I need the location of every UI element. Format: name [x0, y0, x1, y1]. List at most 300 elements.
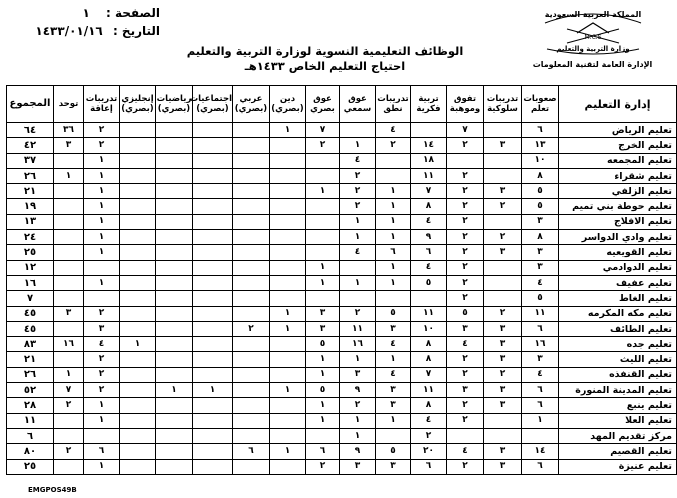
value-cell: ١	[376, 352, 411, 367]
value-cell	[233, 184, 270, 199]
value-cell: ١٦	[54, 337, 84, 352]
value-cell	[270, 184, 306, 199]
value-cell: ١	[270, 444, 306, 459]
total-cell: ٢٤	[7, 230, 54, 245]
value-cell	[306, 214, 340, 229]
value-cell	[120, 153, 156, 168]
value-cell	[193, 459, 233, 474]
total-cell: ١٩	[7, 199, 54, 214]
value-cell	[306, 245, 340, 260]
value-cell	[233, 306, 270, 321]
region-name-cell: تعليم عفيف	[559, 275, 677, 290]
value-cell	[54, 321, 84, 336]
value-cell	[156, 214, 193, 229]
value-cell: ١	[84, 413, 120, 428]
value-cell: ٨	[411, 337, 447, 352]
value-cell: ١	[340, 230, 376, 245]
value-cell	[54, 199, 84, 214]
value-cell	[376, 168, 411, 183]
value-cell	[233, 245, 270, 260]
total-cell: ٦	[7, 428, 54, 443]
value-cell: ١	[376, 199, 411, 214]
table-row	[7, 168, 677, 183]
value-cell: ١	[340, 413, 376, 428]
value-cell	[270, 459, 306, 474]
value-cell	[193, 413, 233, 428]
value-cell: ٢	[447, 214, 484, 229]
value-cell: ٢	[484, 199, 522, 214]
value-cell: ٣	[376, 321, 411, 336]
table-row	[7, 383, 677, 398]
value-cell: ٤	[376, 337, 411, 352]
total-cell: ٢١	[7, 184, 54, 199]
value-cell: ٥	[376, 306, 411, 321]
value-cell	[156, 123, 193, 138]
value-cell	[156, 413, 193, 428]
value-cell: ٨	[522, 230, 559, 245]
value-cell: ١	[193, 383, 233, 398]
value-cell	[120, 214, 156, 229]
value-cell	[120, 383, 156, 398]
value-cell: ٤	[411, 413, 447, 428]
value-cell: ٢	[484, 230, 522, 245]
value-cell: ١٣	[522, 138, 559, 153]
value-cell: ١٤	[411, 138, 447, 153]
value-cell	[270, 214, 306, 229]
column-header: رياضيات (بصري)	[156, 86, 193, 123]
value-cell	[447, 153, 484, 168]
value-cell	[54, 413, 84, 428]
value-cell	[156, 367, 193, 382]
value-cell: ٦	[522, 459, 559, 474]
value-cell: ٣	[484, 184, 522, 199]
value-cell	[120, 413, 156, 428]
value-cell: ٦	[411, 245, 447, 260]
value-cell: ٢	[447, 275, 484, 290]
value-cell	[270, 291, 306, 306]
value-cell: ٢	[447, 367, 484, 382]
value-cell: ٣	[84, 321, 120, 336]
table-row	[7, 321, 677, 336]
needs-table	[6, 85, 677, 475]
value-cell: ٥	[522, 291, 559, 306]
table-row	[7, 459, 677, 474]
value-cell: ٣	[447, 321, 484, 336]
value-cell	[340, 260, 376, 275]
value-cell: ١	[376, 275, 411, 290]
value-cell	[120, 199, 156, 214]
value-cell: ١	[84, 168, 120, 183]
value-cell	[376, 428, 411, 443]
value-cell	[233, 413, 270, 428]
value-cell	[120, 123, 156, 138]
value-cell: ١	[84, 153, 120, 168]
value-cell: ٢	[54, 398, 84, 413]
value-cell: ٢	[447, 199, 484, 214]
value-cell: ٥	[376, 444, 411, 459]
value-cell	[193, 199, 233, 214]
value-cell: ٢	[376, 138, 411, 153]
logo-block	[530, 3, 655, 69]
column-header: إنجليزي (بصري)	[120, 86, 156, 123]
value-cell: ٤	[522, 275, 559, 290]
table-row	[7, 275, 677, 290]
value-cell	[120, 230, 156, 245]
value-cell: ١	[84, 398, 120, 413]
total-cell: ٤٥	[7, 306, 54, 321]
total-cell: ١٦	[7, 275, 54, 290]
value-cell: ١٤	[522, 444, 559, 459]
value-cell	[193, 367, 233, 382]
region-name-cell: تعليم الرياض	[559, 123, 677, 138]
value-cell: ٢	[447, 260, 484, 275]
total-cell: ٢٨	[7, 398, 54, 413]
value-cell: ٢	[340, 168, 376, 183]
region-name-cell: تعليم الليث	[559, 352, 677, 367]
value-cell	[193, 123, 233, 138]
region-name-cell: تعليم القويعيه	[559, 245, 677, 260]
total-cell: ٨٠	[7, 444, 54, 459]
value-cell: ١	[54, 367, 84, 382]
table-row	[7, 367, 677, 382]
value-cell: ٩	[340, 383, 376, 398]
value-cell: ١	[120, 337, 156, 352]
value-cell	[54, 260, 84, 275]
table-body	[7, 123, 677, 475]
date-value: ١٤٣٣/٠١/١٦	[35, 24, 103, 38]
value-cell: ٢	[447, 459, 484, 474]
value-cell: ١	[156, 383, 193, 398]
total-cell: ٥٢	[7, 383, 54, 398]
value-cell	[270, 168, 306, 183]
table-row	[7, 352, 677, 367]
region-name-cell: تعليم الدوادمي	[559, 260, 677, 275]
value-cell	[233, 275, 270, 290]
table-row	[7, 138, 677, 153]
value-cell: ١	[376, 230, 411, 245]
value-cell: ١٦	[522, 337, 559, 352]
value-cell: ١	[306, 352, 340, 367]
region-name-cell: تعليم المجمعه	[559, 153, 677, 168]
value-cell: ٨	[522, 168, 559, 183]
title-line-2: احتياج التعليم الخاص ١٤٣٣هـ	[244, 59, 406, 73]
total-cell: ٢١	[7, 352, 54, 367]
value-cell: ٢	[484, 367, 522, 382]
value-cell	[340, 123, 376, 138]
region-name-cell: تعليم الافلاج	[559, 214, 677, 229]
table-header	[7, 86, 677, 123]
value-cell: ٣	[306, 306, 340, 321]
value-cell	[270, 367, 306, 382]
value-cell: ٤	[411, 260, 447, 275]
table-row	[7, 123, 677, 138]
region-name-cell: تعليم القنفذه	[559, 367, 677, 382]
value-cell	[340, 291, 376, 306]
value-cell	[193, 337, 233, 352]
value-cell	[233, 428, 270, 443]
value-cell: ٧	[447, 123, 484, 138]
table-row	[7, 444, 677, 459]
value-cell	[193, 291, 233, 306]
value-cell	[156, 275, 193, 290]
value-cell: ٧	[54, 383, 84, 398]
value-cell	[233, 459, 270, 474]
value-cell	[270, 413, 306, 428]
table-row	[7, 398, 677, 413]
value-cell: ٢	[233, 321, 270, 336]
value-cell: ١	[84, 245, 120, 260]
column-header: المجموع	[7, 86, 54, 123]
value-cell: ٣	[484, 138, 522, 153]
value-cell: ٣	[340, 367, 376, 382]
value-cell	[270, 398, 306, 413]
value-cell	[484, 413, 522, 428]
value-cell: ١٠	[411, 321, 447, 336]
total-cell: ٨٣	[7, 337, 54, 352]
value-cell	[156, 459, 193, 474]
value-cell: ٤	[411, 214, 447, 229]
value-cell	[156, 230, 193, 245]
region-name-cell: تعليم الزلفي	[559, 184, 677, 199]
value-cell	[484, 214, 522, 229]
value-cell: ٢	[306, 459, 340, 474]
value-cell	[484, 260, 522, 275]
page-number: ١	[82, 6, 90, 20]
value-cell	[120, 398, 156, 413]
value-cell: ١١	[411, 306, 447, 321]
department-caption: الإدارة العامة لتقنية المعلومات	[532, 60, 653, 69]
value-cell	[54, 214, 84, 229]
value-cell	[193, 214, 233, 229]
value-cell: ٥	[411, 275, 447, 290]
value-cell: ٣	[306, 321, 340, 336]
value-cell: ٢	[340, 398, 376, 413]
value-cell	[120, 291, 156, 306]
value-cell	[120, 138, 156, 153]
value-cell	[120, 275, 156, 290]
value-cell: ١	[340, 352, 376, 367]
value-cell: ٤	[447, 337, 484, 352]
total-cell: ٦٤	[7, 123, 54, 138]
value-cell	[306, 199, 340, 214]
value-cell: ٢	[84, 123, 120, 138]
value-cell: ٧	[411, 184, 447, 199]
table-row	[7, 184, 677, 199]
value-cell: ٢	[340, 184, 376, 199]
value-cell: ٢	[447, 245, 484, 260]
value-cell	[156, 153, 193, 168]
value-cell	[233, 230, 270, 245]
table-row	[7, 230, 677, 245]
value-cell: ٨	[411, 352, 447, 367]
value-cell	[120, 428, 156, 443]
value-cell: ٢	[84, 138, 120, 153]
value-cell: ١	[84, 230, 120, 245]
value-cell: ١١	[340, 321, 376, 336]
value-cell: ١	[306, 184, 340, 199]
value-cell: ٢	[447, 398, 484, 413]
value-cell: ١	[376, 413, 411, 428]
value-cell	[54, 245, 84, 260]
value-cell	[270, 352, 306, 367]
column-header: إدارة التعليم	[559, 86, 677, 123]
value-cell	[233, 367, 270, 382]
value-cell	[54, 230, 84, 245]
value-cell: ١	[84, 275, 120, 290]
value-cell	[270, 153, 306, 168]
value-cell: ٣	[522, 214, 559, 229]
value-cell	[484, 428, 522, 443]
value-cell	[156, 291, 193, 306]
value-cell: ٥	[522, 184, 559, 199]
value-cell	[156, 444, 193, 459]
value-cell: ٥	[306, 383, 340, 398]
value-cell: ٧	[411, 367, 447, 382]
value-cell: ١١	[411, 168, 447, 183]
ministry-logo	[537, 3, 649, 59]
value-cell	[270, 428, 306, 443]
total-cell: ٢٦	[7, 168, 54, 183]
value-cell	[193, 230, 233, 245]
value-cell: ١١	[411, 383, 447, 398]
total-cell: ٢٥	[7, 459, 54, 474]
value-cell: ١	[340, 138, 376, 153]
region-name-cell: تعليم مكه المكرمه	[559, 306, 677, 321]
value-cell	[54, 459, 84, 474]
value-cell: ٤	[447, 444, 484, 459]
total-cell: ١٣	[7, 214, 54, 229]
region-name-cell: تعليم الغاط	[559, 291, 677, 306]
value-cell	[233, 214, 270, 229]
column-header: صعوبات تعلم	[522, 86, 559, 123]
value-cell: ١	[270, 306, 306, 321]
value-cell	[120, 352, 156, 367]
value-cell	[120, 184, 156, 199]
value-cell: ١٦	[340, 337, 376, 352]
value-cell	[193, 184, 233, 199]
value-cell: ١	[84, 199, 120, 214]
date-label: التاريخ :	[112, 24, 160, 38]
value-cell	[484, 291, 522, 306]
value-cell: ١	[376, 260, 411, 275]
table-row	[7, 428, 677, 443]
report-code: EMGPOS49B	[28, 486, 77, 494]
value-cell	[233, 352, 270, 367]
value-cell: ١	[340, 428, 376, 443]
value-cell: ٦	[522, 123, 559, 138]
column-header: تدريبات سلوكية	[484, 86, 522, 123]
value-cell: ١	[84, 214, 120, 229]
table-row	[7, 260, 677, 275]
value-cell	[120, 306, 156, 321]
value-cell: ٣	[376, 383, 411, 398]
value-cell	[120, 260, 156, 275]
column-header: عوق سمعي	[340, 86, 376, 123]
value-cell	[156, 184, 193, 199]
value-cell	[233, 153, 270, 168]
total-cell: ٤٢	[7, 138, 54, 153]
value-cell: ١٠	[522, 153, 559, 168]
value-cell: ٣	[484, 459, 522, 474]
value-cell	[233, 398, 270, 413]
value-cell: ٣٦	[54, 123, 84, 138]
region-name-cell: تعليم العلا	[559, 413, 677, 428]
value-cell: ٢	[84, 306, 120, 321]
value-cell	[120, 168, 156, 183]
value-cell	[233, 260, 270, 275]
region-name-cell: تعليم وادي الدواسر	[559, 230, 677, 245]
value-cell: ٦	[411, 459, 447, 474]
value-cell: ١	[522, 413, 559, 428]
value-cell: ٣	[522, 260, 559, 275]
value-cell: ٢	[84, 367, 120, 382]
region-name-cell: تعليم المدينة المنورة	[559, 383, 677, 398]
total-cell: ٤٥	[7, 321, 54, 336]
value-cell	[270, 260, 306, 275]
value-cell: ٦	[376, 245, 411, 260]
table-row	[7, 245, 677, 260]
value-cell	[84, 428, 120, 443]
value-cell	[120, 245, 156, 260]
column-header: تدريبات نطق	[376, 86, 411, 123]
total-cell: ٢٦	[7, 367, 54, 382]
value-cell: ١٨	[411, 153, 447, 168]
svg-text:M.C.S: M.C.S	[584, 34, 601, 41]
value-cell	[54, 352, 84, 367]
value-cell	[193, 260, 233, 275]
value-cell: ٨	[411, 398, 447, 413]
value-cell	[156, 398, 193, 413]
value-cell: ٢	[306, 138, 340, 153]
value-cell: ٢	[447, 352, 484, 367]
value-cell	[447, 428, 484, 443]
value-cell: ٦	[522, 321, 559, 336]
value-cell	[54, 153, 84, 168]
value-cell: ٦	[233, 444, 270, 459]
value-cell: ١	[306, 275, 340, 290]
value-cell	[156, 428, 193, 443]
value-cell: ٢	[447, 413, 484, 428]
value-cell: ٣	[447, 383, 484, 398]
value-cell	[233, 138, 270, 153]
value-cell	[193, 444, 233, 459]
value-cell	[120, 367, 156, 382]
value-cell: ٢	[84, 352, 120, 367]
region-name-cell: تعليم الخرج	[559, 138, 677, 153]
value-cell	[193, 168, 233, 183]
value-cell: ٩	[340, 444, 376, 459]
value-cell	[193, 153, 233, 168]
value-cell	[233, 123, 270, 138]
value-cell	[156, 306, 193, 321]
value-cell: ١	[84, 459, 120, 474]
value-cell: ٤	[84, 337, 120, 352]
region-name-cell: تعليم عنيزة	[559, 459, 677, 474]
region-name-cell: تعليم شقراء	[559, 168, 677, 183]
region-name-cell: مركز تقديم المهد	[559, 428, 677, 443]
value-cell	[156, 321, 193, 336]
value-cell: ٢	[340, 306, 376, 321]
total-cell: ١١	[7, 413, 54, 428]
total-cell: ٣٧	[7, 153, 54, 168]
value-cell	[193, 138, 233, 153]
value-cell	[54, 291, 84, 306]
title-line-1: الوظائف التعليمية النسوية لوزارة التربية والتعليم	[186, 44, 464, 58]
table-row	[7, 413, 677, 428]
value-cell	[156, 199, 193, 214]
value-cell: ٢٠	[411, 444, 447, 459]
svg-text:المملكة العربية السعودية: المملكة العربية السعودية	[544, 10, 641, 19]
